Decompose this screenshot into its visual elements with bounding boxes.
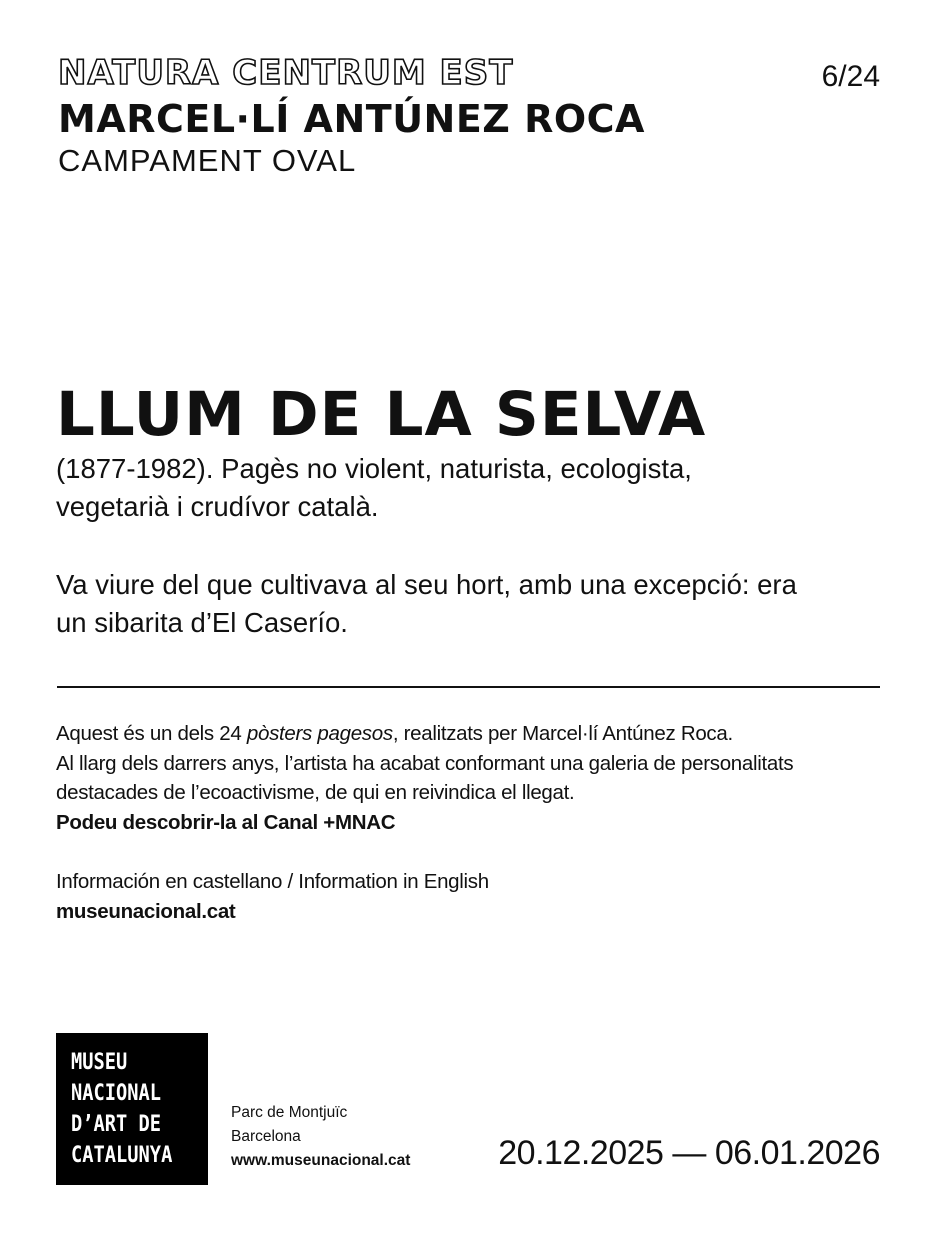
info-line: Al llarg dels darrers anys, l’artista ha acabat conformant una galeria de personalitats xyxy=(56,751,794,775)
museum-logo xyxy=(56,1033,208,1185)
bio-block xyxy=(56,450,886,642)
address-url-link[interactable]: www.museunacional.cat xyxy=(231,1152,411,1169)
logo-line: CATALUNYA xyxy=(71,1143,173,1168)
bio-line: (1877-1982). Pagès no violent, naturista, ecologista, xyxy=(56,453,692,484)
artist-name: MARCEL·LÍ ANTÚNEZ ROCA xyxy=(58,97,645,141)
museum-address xyxy=(231,1101,410,1173)
logo-line: MUSEU xyxy=(71,1050,128,1075)
story-paragraph xyxy=(56,566,886,642)
logo-line: NACIONAL xyxy=(71,1081,162,1106)
language-block xyxy=(56,867,896,926)
exhibition-dates: 20.12.2025 — 06.01.2026 xyxy=(498,1134,880,1172)
info-line: Aquest és un dels 24 pòsters pagesos, realitzats per Marcel·lí Antúnez Roca. xyxy=(56,722,733,745)
info-block xyxy=(56,719,896,926)
address-line: Parc de Montjuïc xyxy=(231,1104,348,1121)
language-line: Información en castellano / Information in English xyxy=(56,870,489,893)
bio-paragraph xyxy=(56,450,886,526)
info-line: destacades de l’ecoactivisme, de qui en reivindica el llegat. xyxy=(56,781,575,804)
story-line: un sibarita d’El Caserío. xyxy=(56,607,348,638)
info-paragraph xyxy=(56,719,896,837)
page-number: 6/24 xyxy=(821,60,880,93)
posters-emphasis: pòsters pagesos xyxy=(246,722,393,745)
bio-line: vegetarià i crudívor català. xyxy=(56,491,379,522)
address-line: Barcelona xyxy=(231,1128,301,1145)
canal-mnac-link[interactable]: Podeu descobrir-la al Canal +MNAC xyxy=(56,810,396,834)
story-line: Va viure del que cultivava al seu hort, amb una excepció: era xyxy=(56,569,797,600)
project-name: CAMPAMENT OVAL xyxy=(58,143,357,178)
divider-line xyxy=(57,686,880,688)
series-title: NATURA CENTRUM EST xyxy=(58,53,514,93)
poster-title: LLUM DE LA SELVA xyxy=(56,379,707,450)
logo-line: D’ART DE xyxy=(71,1112,162,1137)
website-link[interactable]: museunacional.cat xyxy=(56,899,236,923)
